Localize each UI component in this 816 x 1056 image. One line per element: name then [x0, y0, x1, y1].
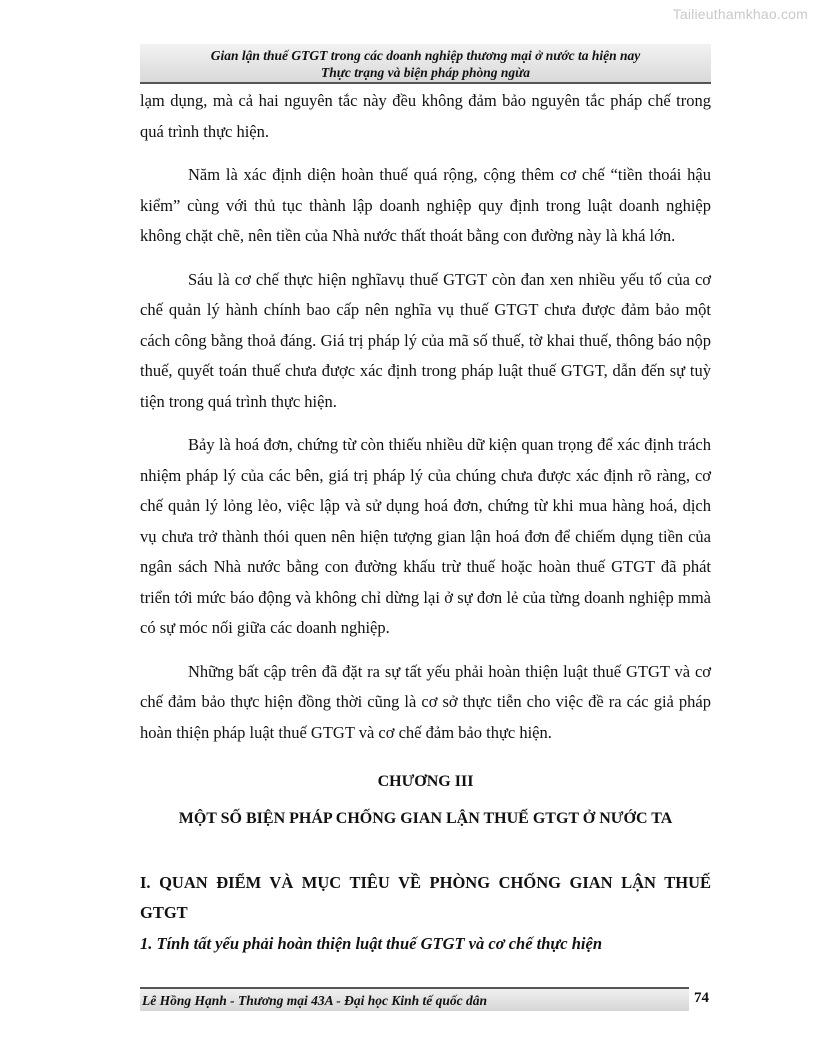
watermark-text: Tailieuthamkhao.com [672, 6, 808, 22]
paragraph: Năm là xác định diện hoàn thuế quá rộng, cộng thêm cơ chế “tiền thoái hậu kiểm” cùng với thủ tục thành lập doanh nghiệp quy định trong luật doanh nghiệp không chặt chẽ, nên tiền của Nhà nước thất thoát bằng con đường này là khá lớn. [140, 165, 711, 245]
chapter-subtitle: MỘT SỐ BIỆN PHÁP CHỐNG GIAN LẬN THUẾ GTGT Ở NƯỚC TA [178, 810, 673, 827]
section-heading: I. QUAN ĐIỂM VÀ MỤC TIÊU VỀ PHÒNG CHỐNG GIAN LẬN THUẾ GTGT [140, 873, 711, 922]
footer-author: Lê Hồng Hạnh - Thương mại 43A - Đại học Kinh tế quốc dân [140, 987, 689, 1011]
paragraph: Bảy là hoá đơn, chứng từ còn thiếu nhiều dữ kiện quan trọng để xác định trách nhiệm pháp lý của các bên, giá trị pháp lý của chúng chưa được xác định rõ ràng, cơ chế quản lý lỏng lẻo, việc lập và sử dụng hoá đơn, chứng từ khi mua hàng hoá, dịch vụ chưa trở thành thói quen nên hiện tượng gian lận hoá đơn để chiếm dụng tiền của ngân sách Nhà nước bằng con đường khấu trừ thuế hoặc hoàn thuế GTGT đã phát triển tới mức báo động và không chỉ dừng lại ở sự đơn lẻ của từng doanh nghiệp mmà có sự móc nối giữa các doanh nghiệp. [140, 435, 711, 637]
sub-heading: 1. Tính tất yếu phải hoàn thiện luật thuế GTGT và cơ chế thực hiện [140, 934, 602, 953]
paragraph: Những bất cập trên đã đặt ra sự tất yếu phải hoàn thiện luật thuế GTGT và cơ chế đảm bảo thực hiện đồng thời cũng là cơ sở thực tiễn cho việc đề ra các giả pháp hoàn thiện pháp luật thuế GTGT và cơ chế đảm bảo thực hiện. [140, 661, 711, 742]
paragraph: Sáu là cơ chế thực hiện nghĩavụ thuế GTGT còn đan xen nhiều yếu tố của cơ chế quản lý hành chính bao cấp nên nghĩa vụ thuế GTGT chưa được đảm bảo một cách công bằng thoả đáng. Giá trị pháp lý của mã số thuế, tờ khai thuế, thông báo nộp thuế, quyết toán thuế chưa được xác định trong pháp luật thuế GTGT, dẫn đến sự tuỳ tiện trong quá trình thực hiện. [140, 269, 711, 411]
header-title-line1: Gian lận thuế GTGT trong các doanh nghiệp thương mại ở nước ta hiện nay [210, 48, 641, 63]
page-number: 74 [694, 990, 709, 1006]
paragraph: lạm dụng, mà cả hai nguyên tắc này đều không đảm bảo nguyên tắc pháp chế trong quá trình thực hiện. [140, 91, 711, 141]
body-text [140, 86, 711, 748]
chapter-title: CHƯƠNG III [377, 773, 474, 790]
running-header [140, 44, 711, 84]
header-title-line2: Thực trạng và biện pháp phòng ngừa [321, 65, 530, 80]
